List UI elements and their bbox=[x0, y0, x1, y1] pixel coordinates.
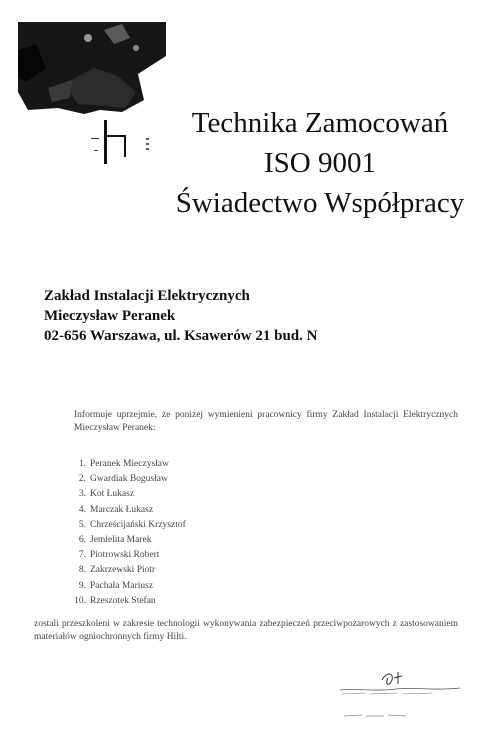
list-item-number: 10. bbox=[74, 595, 86, 606]
title-line-company: Technika Zamocowań bbox=[191, 107, 449, 139]
list-item bbox=[62, 548, 186, 563]
list-item bbox=[62, 457, 186, 472]
list-item-number: 8. bbox=[78, 565, 86, 576]
company-name: Zakład Instalacji Elektrycznych bbox=[44, 288, 250, 304]
list-item bbox=[62, 563, 186, 578]
list-item-number: 5. bbox=[78, 519, 86, 530]
list-item-name: Zakrzewski Piotr bbox=[90, 565, 156, 576]
list-item-name: Rzeszotek Stefan bbox=[90, 595, 156, 606]
document-title bbox=[150, 103, 490, 223]
list-item bbox=[62, 503, 186, 518]
list-item-name: Chrześcijański Krzysztof bbox=[90, 519, 186, 530]
company-logo bbox=[18, 22, 168, 164]
title-line-standard: ISO 9001 bbox=[264, 147, 376, 179]
intro-paragraph bbox=[34, 409, 458, 435]
list-item bbox=[62, 487, 186, 502]
list-item bbox=[62, 518, 186, 533]
list-item bbox=[62, 579, 186, 594]
list-item-number: 4. bbox=[78, 504, 86, 515]
list-item-number: 2. bbox=[78, 474, 86, 485]
list-item-name: Gwardiak Bogusław bbox=[90, 474, 168, 485]
list-item-name: Kot Łukasz bbox=[90, 489, 135, 500]
list-item bbox=[62, 594, 186, 609]
list-item-number: 3. bbox=[78, 489, 86, 500]
list-item-name: Peranek Mieczysław bbox=[90, 459, 169, 469]
signature-stamp bbox=[336, 666, 466, 726]
list-item bbox=[62, 472, 186, 487]
list-item-name: Jemielita Marek bbox=[90, 535, 152, 546]
recipient-address bbox=[44, 286, 318, 346]
title-line-certificate: Świadectwo Współpracy bbox=[175, 187, 465, 219]
employee-list bbox=[62, 457, 186, 609]
list-item-name: Pachała Mariusz bbox=[90, 580, 154, 591]
list-item-name: Piotrowski Robert bbox=[90, 550, 160, 561]
list-item bbox=[62, 533, 186, 548]
list-item-number: 7. bbox=[78, 550, 86, 561]
company-owner: Mieczysław Peranek bbox=[44, 308, 176, 324]
company-address: 02-656 Warszawa, ul. Ksawerów 21 bud. N bbox=[44, 328, 318, 344]
list-item-number: 6. bbox=[78, 535, 86, 546]
list-item-number: 1. bbox=[78, 459, 86, 469]
logo-f-mark bbox=[18, 22, 168, 164]
intro-text: Informuje uprzejmie, że poniżej wymienieni pracownicy firmy Zakład Instalacji Elektrycznych Mieczysław Peranek: bbox=[74, 410, 458, 433]
list-item-name: Marczak Łukasz bbox=[90, 504, 154, 515]
list-item-number: 9. bbox=[78, 580, 86, 591]
closing-paragraph: zostali przeszkoleni w zakresie technologii wykonywania zabezpieczeń przeciwpożarowych z zastosowaniem materiałów ogniochronnych firmy Hilti. bbox=[34, 619, 458, 642]
